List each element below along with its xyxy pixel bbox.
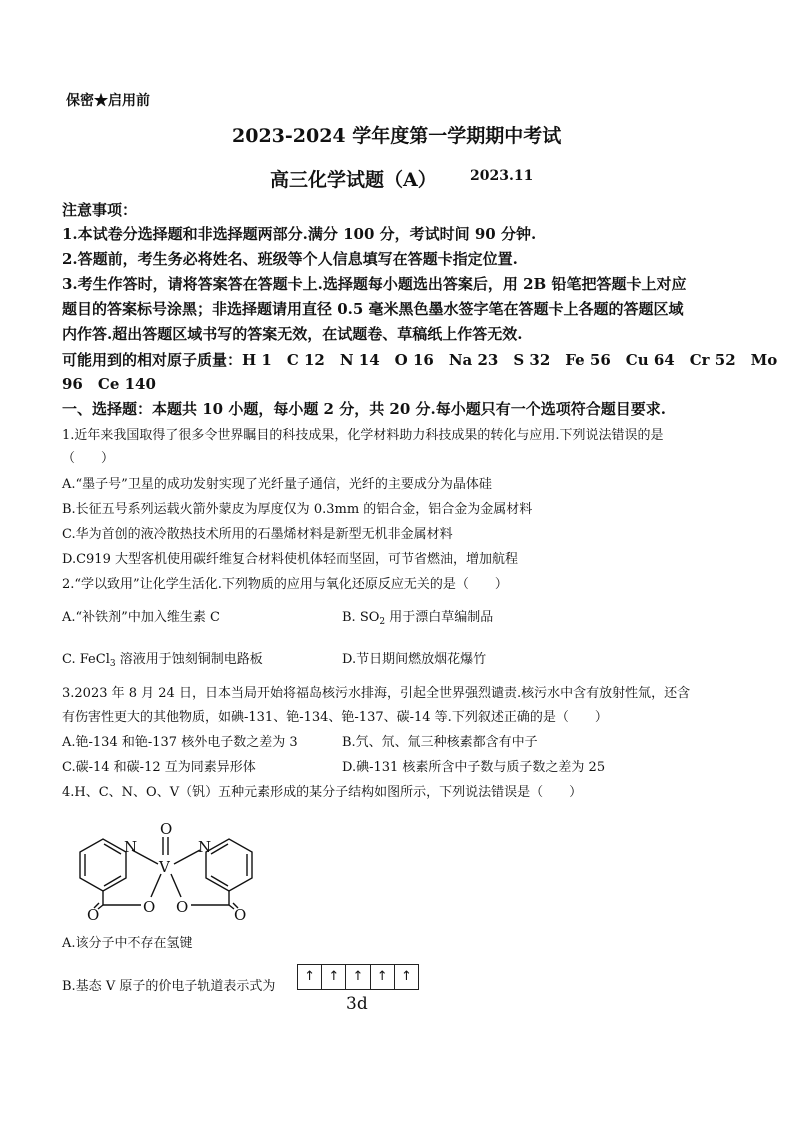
- q3-option-b: B.氕、氘、氚三种核素都含有中子: [342, 735, 538, 750]
- q4-stem: 4.H、C、N、O、V（钒）五种元素形成的某分子结构如图所示，下列说法错误是（ ）: [62, 785, 583, 800]
- q1-option-d: D.C919 大型客机使用碳纤维复合材料使机体轻而坚固，可节省燃油，增加航程: [62, 552, 518, 567]
- up-arrow-icon: ↑: [400, 969, 412, 984]
- section1-heading: 一、选择题：本题共 10 小题，每小题 2 分，共 20 分.每小题只有一个选项符合题目要求.: [62, 400, 666, 418]
- q3-option-a: A.铯-134 和铯-137 核外电子数之差为 3: [62, 735, 298, 750]
- exam-title: 2023-2024 学年度第一学期期中考试: [232, 125, 562, 147]
- q3-stem-cont: 有伤害性更大的其他物质，如碘-131、铯-134、铯-137、碳-14 等.下列叙述正确的是（ ）: [62, 710, 608, 725]
- q4-option-b: B.基态 V 原子的价电子轨道表示式为: [62, 979, 276, 994]
- q1-option-a: A.“墨子号”卫星的成功发射实现了光纤量子通信，光纤的主要成分为晶体硅: [62, 477, 492, 492]
- atom-v: V: [159, 858, 170, 876]
- q2-option-b: B. $SO_2$ 用于漂白草编制品: [342, 610, 494, 627]
- atom-n-right: N: [198, 838, 212, 856]
- notice-item-2: 2.答题前，考生务必将姓名、班级等个人信息填写在答题卡指定位置.: [62, 250, 518, 268]
- up-arrow-icon: ↑: [298, 965, 322, 989]
- q1-stem-cont: （ ）: [62, 451, 115, 466]
- q4-option-a: A.该分子中不存在氢键: [62, 936, 193, 951]
- atomic-mass-line-1: 可能用到的相对原子质量：H 1 C 12 N 14 O 16 Na 23 S 32 Fe 56 Cu 64 Cr 52 Mo: [62, 351, 778, 369]
- q3-option-d: D.碘-131 核素所含中子数与质子数之差为 25: [342, 760, 606, 775]
- notice-item-1: 1.本试卷分选择题和非选择题两部分.满分 100 分，考试时间 90 分钟.: [62, 225, 537, 243]
- up-arrow-icon: ↑: [346, 965, 370, 989]
- notice-heading: 注意事项：: [62, 201, 138, 219]
- atom-o-left-bridge: O: [143, 898, 156, 916]
- atomic-mass-line-2: 96 Ce 140: [62, 375, 156, 393]
- molecule-structure-diagram: [66, 812, 266, 926]
- q3-option-c: C.碳-14 和碳-12 互为同素异形体: [62, 760, 256, 775]
- confidential-label: 保密★启用前: [66, 93, 150, 109]
- q1-option-c: C.华为首创的液冷散热技术所用的石墨烯材料是新型无机非金属材料: [62, 527, 453, 542]
- notice-item-3-cont: 题目的答案标号涂黑；非选择题请用直径 0.5 毫米黑色墨水签字笔在答题卡上各题的答题区域: [62, 300, 684, 318]
- q1-option-b: B.长征五号系列运载火箭外蒙皮为厚度仅为 0.3mm 的铝合金，铝合金为金属材料: [62, 502, 533, 517]
- atom-n-left: N: [124, 838, 138, 856]
- atom-o-left-carbonyl: O: [87, 906, 100, 924]
- atom-o-right-carbonyl: O: [234, 906, 247, 924]
- notice-item-3-cont2: 内作答.超出答题区域书写的答案无效，在试题卷、草稿纸上作答无效.: [62, 325, 523, 343]
- q2-stem: 2.“学以致用”让化学生活化.下列物质的应用与氧化还原反应无关的是（ ）: [62, 577, 508, 592]
- up-arrow-icon: ↑: [371, 965, 395, 989]
- q2-option-a: A.“补铁剂”中加入维生素 C: [62, 610, 220, 625]
- exam-subtitle: 高三化学试题（A）: [270, 169, 437, 191]
- exam-date: 2023.11: [470, 168, 534, 184]
- atom-o-right-bridge: O: [176, 898, 189, 916]
- q3-stem: 3.2023 年 8 月 24 日，日本当局开始将福岛核污水排海，引起全世界强烈谴责.核污水中含有放射性氚，还含: [62, 686, 691, 701]
- up-arrow-icon: ↑: [322, 965, 346, 989]
- orbital-label: 3d: [346, 994, 368, 1014]
- q2-option-d: D.节日期间燃放烟花爆竹: [342, 652, 487, 667]
- orbital-diagram-3d: [297, 964, 419, 990]
- notice-item-3: 3.考生作答时，请将答案答在答题卡上.选择题每小题选出答案后，用 2B 铅笔把答题卡上对应: [62, 275, 687, 293]
- q1-stem: 1.近年来我国取得了很多令世界瞩目的科技成果，化学材料助力科技成果的转化与应用.下列说法错误的是: [62, 428, 664, 443]
- q2-option-c: C. FeCl$_3$ 溶液用于蚀刻铜制电路板: [62, 652, 263, 669]
- atom-o-top: O: [160, 820, 173, 838]
